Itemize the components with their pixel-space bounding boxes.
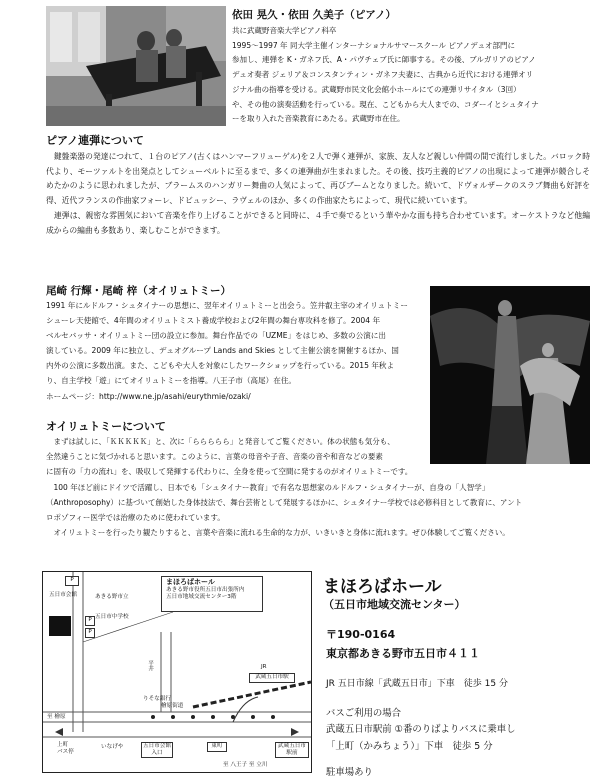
eurythmists-bio-line: シューレ天使館で、4年間のオイリュトミスト養成学校および2年間の舞台専攻科を修了。2004 年: [46, 316, 381, 326]
map-station: 武蔵五日市駅: [249, 673, 295, 683]
eurythmists-bio-line: 内外の公演に多数出演。また、こどもや大人を対象にしたワークショップを行っている。2015 年秋よ: [46, 361, 395, 371]
venue-train: JR 五日市線「武蔵五日市」下車 徒歩 15 分: [326, 679, 508, 689]
pianists-photo: [46, 6, 226, 126]
map-p-top: P: [65, 576, 79, 586]
venue-name: まほろばホール: [323, 577, 442, 597]
map-higashimachi: 東町: [207, 742, 227, 752]
map-hachioji: 至 八王子 至 立川: [223, 762, 268, 768]
pianists-name: 依田 晃久・依田 久美子（ピアノ）: [232, 9, 396, 21]
access-map: [42, 571, 312, 773]
pianists-bio: [232, 24, 590, 127]
pianists-bio-line: ジナル曲の指導を受ける。武蔵野市民文化会館小ホールにての連弾リサイタル（3回）: [232, 84, 521, 94]
eurythmists-bio-line: り、自主学校「遊」にてオイリュトミーを指導。八王子市（高尾）在住。: [46, 376, 296, 386]
piano-duet-title: ピアノ連弾について: [46, 134, 144, 147]
map-akiruno: あきる野市立: [95, 594, 129, 600]
map-jhs: 五日市中学校: [95, 614, 129, 620]
map-itsukaichi-hall: 五日市会館: [49, 592, 77, 598]
eurythmy-line: （Anthroposophy）に基づいて創始した身体技法で、舞台芸術として発展するほかに、シュタイナー学校では必修科目として教育に、アント: [46, 497, 523, 507]
venue-parking: 駐車場あり: [326, 767, 373, 778]
map-hall-addr2: 五日市地域交流センター3階: [166, 594, 237, 600]
map-station-mae: 武蔵五日市駅前: [275, 742, 309, 758]
eurythmy-text: [46, 434, 590, 540]
venue-bus-line1: 武蔵五日市駅前 ①番のりばよりバスに乗車し: [326, 724, 516, 735]
pianists-bio-line: 1995〜1997 年 同大学主催インターナショナルサマースクール ピアノデュオ部門に: [232, 40, 515, 50]
map-river-road: 檜原街道: [161, 703, 184, 709]
map-inoue: いなげや: [101, 744, 124, 750]
eurythmy-line: オイリュトミーを行ったり観たりすると、言葉や音楽に流れる生命的な力が、いきいきと身体に流れます。ぜひ体験してご覧ください。: [46, 528, 510, 538]
eurythmy-line: 全然違うことに気づかれると思います。このように、言葉の母音や子音、音楽の音や和音などの要素: [46, 452, 383, 462]
venue-subtitle: （五日市地域交流センター）: [323, 598, 466, 611]
venue-bus-title: バスご利用の場合: [326, 708, 402, 719]
map-hinohara: 至 檜原: [47, 714, 66, 720]
eurythmy-line: ロポゾフィー医学では治療のために使われています。: [46, 513, 225, 523]
map-jr: JR: [261, 664, 267, 670]
venue-bus-line2: 「上町（かみちょう）」下車 徒歩 5 分: [326, 741, 493, 752]
piano-duet-paragraph: 連弾は、親密な雰囲気において音楽を作り上げることができると同時に、４手で奏でるという華やかな面も持ち合わせています。オーケストラなど他編成からの編曲も多数あり、楽しむことができます。: [46, 210, 590, 235]
pianists-bio-line: ーを取り入れた音楽教育にあたる。武蔵野市在住。: [232, 114, 405, 124]
pianists-bio-line: や、その他の演奏活動を行っている。現在、こどもから大人までの、コダーイとシュタイナ: [232, 99, 539, 109]
map-kaikan-iriguchi: 五日市会館入口: [141, 742, 173, 758]
pianists-bio-line: 参加し、連弾を K・ガネフ氏、A・パヴチェブ氏に師事する。その後、ブルガリアのピアノ: [232, 55, 536, 65]
eurythmists-name: 尾崎 行輝・尾崎 梓（オイリュトミー）: [46, 285, 231, 297]
map-heiwa: 平井: [147, 660, 153, 672]
map-bus-stop: バス停: [57, 749, 74, 755]
eurythmy-line: に固有の「力の流れ」を、吸収して発揮する代わりに、全身を使って空間に発するのがオイリュトミーです。: [46, 467, 413, 477]
eurythmists-bio-line: 演している。2009 年に独立し、デュオグループ Lands and Skies として主催公演を開催するほか、国: [46, 346, 399, 356]
eurythmists-bio: [46, 298, 430, 404]
map-hall-box: [161, 576, 263, 612]
piano-duet-paragraph: 鍵盤楽器の発達につれて、１台のピアノ(古くはハンマーフリューゲル)を２人で弾く連弾が、家族、友人など親しい仲間の間で流行しました。バロック時代より、モーツァルトを出発点としてシューベルトに至るまで、多くの連弾曲が生まれました。その後、技巧主義的ピアノの出現によって連弾が競合しそめたかのように思われましたが、ブラームスのハンガリー舞曲の人気によって、再びブームとなりました。続いて、ドヴォルザークのスラブ舞曲も好評を得、近代フランスの作曲家フォーレ、ドビュッシー、ラヴェルのほか、多くの作曲家たちによって、現代に続いています。: [46, 152, 590, 206]
eurythmy-line: まずは試しに、「ＫＫＫＫＫ」と、次に「ららららら」と発音してご覧ください。体の状態も気分も、: [46, 437, 395, 446]
map-shinkin: りそな銀行: [143, 696, 171, 702]
venue-address: 東京都あきる野市五日市４１１: [326, 647, 480, 660]
pianists-bio-line: 共に武蔵野音楽大学ピアノ科卒: [232, 26, 337, 35]
venue-postal: 〒190-0164: [326, 628, 396, 641]
map-p-low: P: [85, 628, 95, 638]
pianists-bio-line: デュオ奏者 ジェリア＆コンスタンティン・ガネフ夫妻に、古典から近代における連弾オリ: [232, 70, 534, 80]
homepage-link[interactable]: ホームページ：http://www.ne.jp/asahi/eurythmie/ozaki/: [46, 391, 251, 401]
eurythmy-line: 100 年ほど前にドイツで活躍し、日本でも「シュタイナー教育」で有名な思想家のルドルフ・シュタイナーが、自身の「人智学」: [46, 482, 490, 492]
map-hall-name: まほろばホール: [166, 578, 215, 586]
eurythmy-title: オイリュトミーについて: [46, 420, 166, 433]
eurythmists-bio-line: 1991 年にルドルフ・シュタイナーの思想に、翌年オイリュトミーと出会う。笠井叡主宰のオイリュトミー: [46, 301, 408, 310]
map-p-mid: P: [85, 616, 95, 626]
map-kamicho: 上町: [57, 742, 69, 748]
eurythmists-bio-line: ベルセバッサ・オイリュトミー団の設立に参加。舞台作品での「UZME」をはじめ、多数の公演に出: [46, 331, 386, 341]
map-hall-addr1: あきる野市役所五日市出張所内: [166, 587, 245, 593]
piano-duet-text: [46, 150, 590, 238]
